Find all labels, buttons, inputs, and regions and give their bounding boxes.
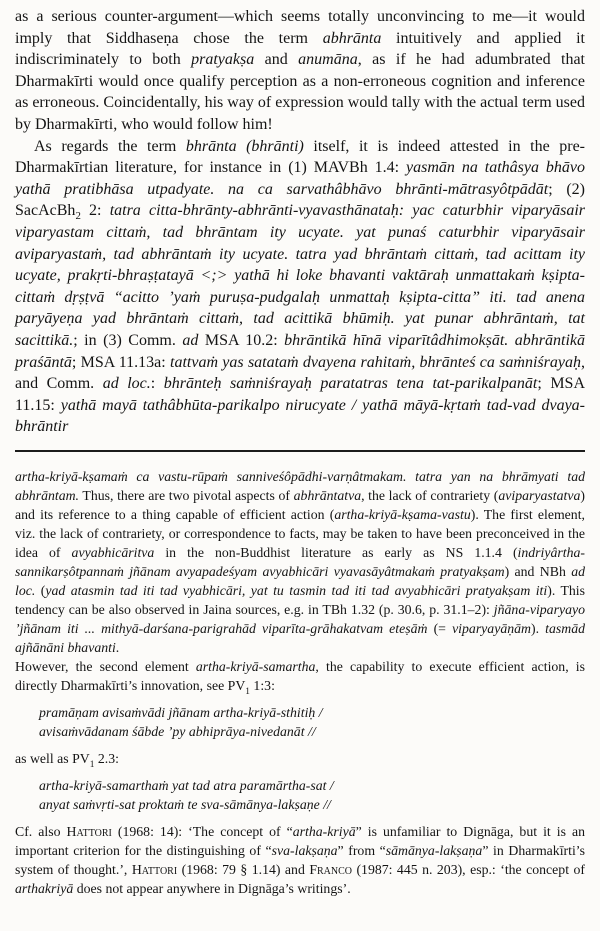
verse-line xyxy=(39,795,585,814)
smallcaps-author-name: Franco xyxy=(309,861,352,877)
verse-line xyxy=(39,776,585,795)
text-run: ; MSA 11.15: xyxy=(15,375,585,414)
italic-text-run: abhrānta xyxy=(322,29,382,47)
verse-line xyxy=(39,703,585,722)
text-run: , the lack of contrariety ( xyxy=(361,487,499,503)
italic-text-run: artha-kriyā-kṣamaṁ ca vastu-rūpaṁ sanniveśôpādhi-varṇâtmakam. tatra yan na bhrāmyati tad abhrāntam. xyxy=(15,468,585,503)
text-run: as a serious counter-argument—which seems totally unconvincing to me—it would imply that Siddhaseṇa chose the term xyxy=(15,8,585,47)
footnote-paragraph xyxy=(15,822,585,898)
smallcaps-author-name: Hattori xyxy=(66,823,112,839)
text-run: . xyxy=(115,639,120,655)
italic-text-run: bhrānta (bhrānti) xyxy=(185,137,304,155)
verse-quotation xyxy=(39,776,585,814)
italic-text-run: pratyakṣa xyxy=(191,51,255,69)
text-run: , as if he had adumbrated that Dharmakīrti would once qualify perception as a non-erroneous cognition and inference as erroneous. Coincidentally, his way of expression would tally with the actual term used by Dharmakīrti, who would follow him! xyxy=(15,51,586,133)
text-run: : xyxy=(150,375,164,393)
text-run: itself, it is indeed attested in the pre-Dharmakīrtian literature, for instance in (1) MAVBh 1.4: xyxy=(15,137,585,177)
text-run: in the non-Buddhist literature as early as NS 1.1.4 ( xyxy=(154,544,518,560)
verse-quotation xyxy=(39,703,585,741)
text-run: ; (2) SacAcBh xyxy=(15,180,585,220)
footnote-text xyxy=(15,467,585,898)
italic-text-run: artha-kriyā-kṣama-vastu xyxy=(334,506,471,522)
italic-text-run: ad loc. xyxy=(15,563,585,598)
italic-text-run: sāmānya-lakṣaṇa xyxy=(385,842,483,858)
text-run: intuitively and applied it indiscriminately to both xyxy=(15,29,586,69)
footnote-paragraph xyxy=(15,749,585,768)
subscript-text: 1 xyxy=(89,759,95,770)
smallcaps-author-name: Hattori xyxy=(131,861,178,877)
text-run: 1:3: xyxy=(249,677,275,693)
italic-text-run: artha-kriyā xyxy=(292,823,356,839)
italic-text-run: tasmād ajñānāni bhavanti xyxy=(15,620,586,655)
text-run: , the capability to execute efficient action, is directly Dharmakīrti’s innovation, see PV xyxy=(15,658,585,693)
italic-text-run: ad loc. xyxy=(102,375,151,393)
text-run: ( xyxy=(35,582,46,598)
footnote-paragraph xyxy=(15,467,585,657)
text-run: ). xyxy=(531,620,546,636)
footnote-paragraph xyxy=(15,657,585,695)
text-run: ). This tendency can be also observed in Jaina sources, e.g. in TBh 1.32 (p. 30.6, p. 31.1–2): xyxy=(15,582,585,617)
italic-text-run: viparyayāṇām xyxy=(452,620,531,636)
text-run: ” from “ xyxy=(337,842,386,858)
text-run: (1968: 79 § 1.14) and xyxy=(177,861,310,877)
italic-text-run: bhrāntikā hīnā viparītâdhimokṣāt. abhrāntikā praśāntā xyxy=(15,331,586,371)
text-run: (= xyxy=(427,620,453,636)
text-run: (1968: 14): ‘The concept of “ xyxy=(111,823,293,839)
italic-text-run: pramāṇam avisaṁvādi jñānam artha-kriyā-sthitiḥ / xyxy=(39,704,323,720)
italic-text-run: arthakriyā xyxy=(15,880,74,896)
italic-text-run: avyabhicāritva xyxy=(71,544,155,560)
italic-text-run: tatra citta-bhrānty-abhrānti-vyavasthānataḥ: yac caturbhir viparyāsair viparyastam cittaṁ, tad bhrāntam ity ucyate. yat punaś caturbhir viparyāsair aviparyastaṁ, tad abhrāntaṁ ity ucyate. tatra yad bhrāntaṁ cittaṁ, tad acittam ity ucyate, prakṛti-bhraṣṭatayā <;> yathā hi loke bhavanti vaktāraḥ unmattakaṁ kṣipta-cittaṁ dṛṣṭvā “acitto ’yaṁ puruṣa-pudgalaḥ unmattaḥ kṣipta-citta” iti. tad anena paryāyeṇa yad bhrāntaṁ cittaṁ, tad acittikā bhūmiḥ. yat punar abhrāntaṁ, tat sacittikā. xyxy=(15,202,585,349)
verse-line xyxy=(39,722,585,741)
text-run: As regards the term xyxy=(34,137,186,155)
italic-text-run: yathā mayā tathâbhūta-parikalpo nirucyate / yathā māyā-kṛtaṁ tad-vad dvaya-bhrāntir xyxy=(15,396,585,436)
italic-text-run: abhrāntatva xyxy=(293,487,362,503)
italic-text-run: anyat saṁvṛti-sat proktaṁ te sva-sāmānya-lakṣaṇe // xyxy=(39,796,331,812)
italic-text-run: sva-lakṣaṇa xyxy=(271,842,338,858)
text-run: does not appear anywhere in Dignāga’s writings’. xyxy=(73,880,351,896)
text-run: ) and NBh xyxy=(504,563,572,579)
italic-text-run: bhrānteḥ saṁniśrayaḥ paratatras tena tat-parikalpanāt xyxy=(163,375,538,393)
italic-text-run: yad atasmin tad iti tad vyabhicāri, yat tu tasmin tad iti tad avyabhicāri pratyakṣam iti xyxy=(45,582,548,598)
text-run: However, the second element xyxy=(15,658,196,674)
italic-text-run: aviparyastatva xyxy=(498,487,581,503)
text-run: Thus, there are two pivotal aspects of xyxy=(79,487,294,503)
text-run: and xyxy=(254,51,299,69)
paragraph-1 xyxy=(15,6,585,136)
text-run: 2: xyxy=(80,202,110,220)
text-run: ; in (3) Comm. xyxy=(73,331,183,349)
main-text xyxy=(15,6,585,438)
text-run: ” in Dharmakīrti’s system of thought.’, xyxy=(15,842,585,877)
italic-text-run: avisaṁvādanam śābde ’py abhiprāya-nivedanāt // xyxy=(39,723,316,739)
subscript-text: 1 xyxy=(245,686,250,697)
text-run: Cf. also xyxy=(15,823,67,839)
italic-text-run: indriyârtha-sannikarṣôtpannaṁ jñānam avyapadeśyam avyabhicāri vyavasāyâtmakaṁ pratyakṣam xyxy=(15,544,585,579)
text-run: ). The first element, viz. the lack of contrariety, or correspondence to facts, may be taken to have been preconceived in the idea of xyxy=(15,506,585,560)
subscript-text: 2 xyxy=(75,210,81,223)
text-run: ” is unfamiliar to Dignāga, but it is an important criterion for the distinguishing of “ xyxy=(15,823,585,858)
footnote-separator-rule xyxy=(15,450,585,452)
italic-text-run: ad xyxy=(182,331,199,349)
italic-text-run: artha-kriyā-samartha xyxy=(195,658,316,674)
text-run: MSA 10.2: xyxy=(198,331,285,349)
italic-text-run: jñāna-viparyayo ’jñānam iti ... mithyā-darśana-parigrahād viparīta-grāhakatvam eteṣāṁ xyxy=(15,601,585,636)
italic-text-run: anumāna xyxy=(298,51,358,69)
text-run: ; MSA 11.13a: xyxy=(71,353,171,371)
italic-text-run: yasmān na tathâsya bhāvo yathā pratibhāsa utpadyate. na ca sarvathâbhāvo bhrānti-mātrasyôtpādāt xyxy=(15,159,586,198)
italic-text-run: artha-kriyā-samarthaṁ yat tad atra paramārtha-sat / xyxy=(39,777,334,793)
text-run: as well as PV xyxy=(15,750,90,766)
text-run: (1987: 445 n. 203), esp.: ‘the concept of xyxy=(352,861,585,877)
italic-text-run: tattvaṁ yas satataṁ dvayena rahitaṁ, bhrānteś ca saṁniśrayaḥ xyxy=(170,353,581,371)
text-run: 2.3: xyxy=(94,750,119,766)
text-run: ) and its reference to a thing capable of efficient action ( xyxy=(15,487,585,522)
text-run: , and Comm. xyxy=(15,353,585,393)
paragraph-2 xyxy=(15,136,585,438)
